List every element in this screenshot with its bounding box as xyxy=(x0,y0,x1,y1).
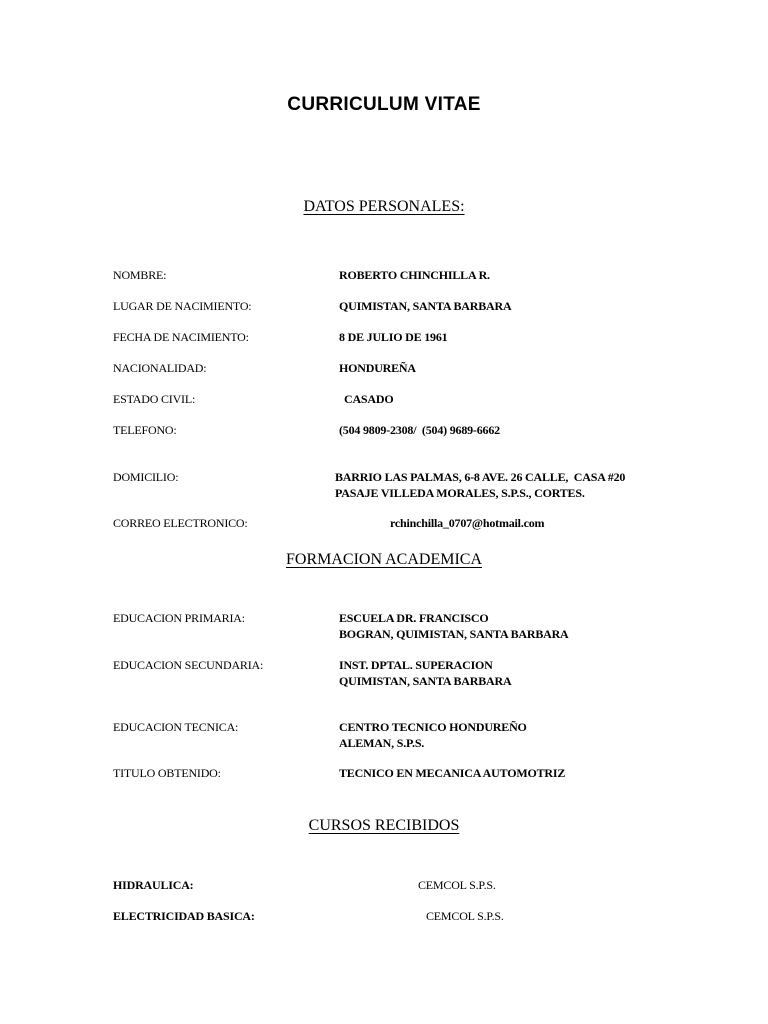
section-heading-academic: FORMACION ACADEMICA xyxy=(285,551,483,568)
label-electricidad: ELECTRICIDAD BASICA: xyxy=(113,909,255,923)
value-tecnica-line2: ALEMAN, S.P.S. xyxy=(339,736,425,750)
value-domicilio-line2: PASAJE VILLEDA MORALES, S.P.S., CORTES. xyxy=(335,486,585,500)
label-telefono: TELEFONO: xyxy=(113,423,177,437)
value-electricidad: CEMCOL S.P.S. xyxy=(426,909,504,923)
label-domicilio: DOMICILIO: xyxy=(113,470,179,484)
page-title: CURRICULUM VITAE xyxy=(287,94,481,115)
section-heading-courses: CURSOS RECIBIDOS xyxy=(308,817,460,834)
label-lugar-nacimiento: LUGAR DE NACIMIENTO: xyxy=(113,299,252,313)
label-hidraulica: HIDRAULICA: xyxy=(113,878,194,892)
value-tecnica-line1: CENTRO TECNICO HONDUREÑO xyxy=(339,720,527,734)
value-hidraulica: CEMCOL S.P.S. xyxy=(418,878,496,892)
value-nacionalidad: HONDUREÑA xyxy=(339,361,416,375)
value-estado-civil: CASADO xyxy=(344,392,394,406)
label-estado-civil: ESTADO CIVIL: xyxy=(113,392,196,406)
label-nacionalidad: NACIONALIDAD: xyxy=(113,361,207,375)
value-secundaria-line1: INST. DPTAL. SUPERACION xyxy=(339,658,493,672)
label-nombre: NOMBRE: xyxy=(113,268,167,282)
value-nombre: ROBERTO CHINCHILLA R. xyxy=(339,268,490,282)
label-correo: CORREO ELECTRONICO: xyxy=(113,516,248,530)
value-correo: rchinchilla_0707@hotmail.com xyxy=(390,516,545,530)
value-primaria-line2: BOGRAN, QUIMISTAN, SANTA BARBARA xyxy=(339,627,569,641)
label-secundaria: EDUCACION SECUNDARIA: xyxy=(113,658,264,672)
value-primaria-line1: ESCUELA DR. FRANCISCO xyxy=(339,611,489,625)
label-primaria: EDUCACION PRIMARIA: xyxy=(113,611,245,625)
label-tecnica: EDUCACION TECNICA: xyxy=(113,720,239,734)
value-titulo: TECNICO EN MECANICA AUTOMOTRIZ xyxy=(339,766,566,780)
value-telefono: (504 9809-2308/ (504) 9689-6662 xyxy=(339,423,500,437)
value-lugar-nacimiento: QUIMISTAN, SANTA BARBARA xyxy=(339,299,512,313)
value-fecha-nacimiento: 8 DE JULIO DE 1961 xyxy=(339,330,448,344)
value-domicilio-line1: BARRIO LAS PALMAS, 6-8 AVE. 26 CALLE, CASA #20 xyxy=(335,470,626,484)
section-heading-personal: DATOS PERSONALES: xyxy=(303,198,465,215)
label-titulo: TITULO OBTENIDO: xyxy=(113,766,221,780)
label-fecha-nacimiento: FECHA DE NACIMIENTO: xyxy=(113,330,249,344)
value-secundaria-line2: QUIMISTAN, SANTA BARBARA xyxy=(339,674,512,688)
